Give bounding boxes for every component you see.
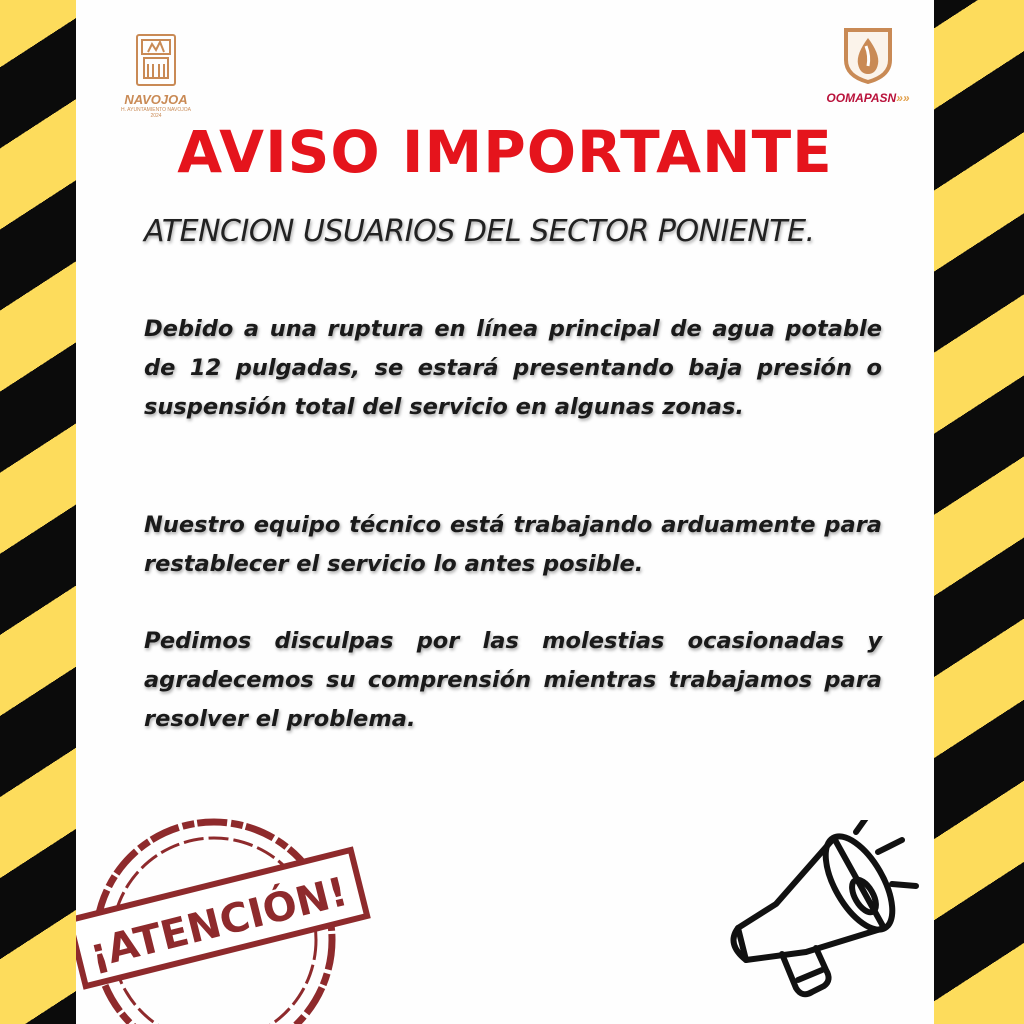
navojoa-logo bbox=[116, 34, 196, 119]
navojoa-logo-name: NAVOJOA bbox=[124, 92, 188, 107]
subtitle: ATENCION USUARIOS DEL SECTOR PONIENTE. bbox=[144, 214, 815, 249]
paragraph-apology: Pedimos disculpas por las molestias ocasionadas y agradecemos su comprensión mientras trabajamos para resolver el problema. bbox=[144, 628, 882, 732]
stamp-text: ¡ATENCIÓN! bbox=[84, 868, 353, 978]
notice-panel bbox=[76, 0, 934, 1024]
megaphone-icon bbox=[716, 820, 936, 1010]
oomapasn-arrows: »» bbox=[896, 91, 910, 105]
municipal-crest-icon bbox=[136, 34, 176, 86]
navojoa-logo-sub: H. AYUNTAMIENTO NAVOJOA 2024 bbox=[121, 107, 191, 119]
paragraph-team: Nuestro equipo técnico está trabajando arduamente para restablecer el servicio lo antes posible. bbox=[144, 512, 882, 577]
oomapasn-logo-name bbox=[818, 91, 918, 105]
atencion-stamp bbox=[76, 812, 376, 1024]
paragraph-rupture: Debido a una ruptura en línea principal de agua potable de 12 pulgadas, se estará presentando baja presión o suspensión total del servicio en algunas zonas. bbox=[144, 316, 882, 420]
water-drop-shield-icon bbox=[840, 26, 896, 84]
page-title: AVISO IMPORTANTE bbox=[177, 118, 833, 186]
oomapasn-logo-text: OOMAPASN bbox=[826, 91, 897, 105]
oomapasn-logo bbox=[818, 26, 918, 105]
